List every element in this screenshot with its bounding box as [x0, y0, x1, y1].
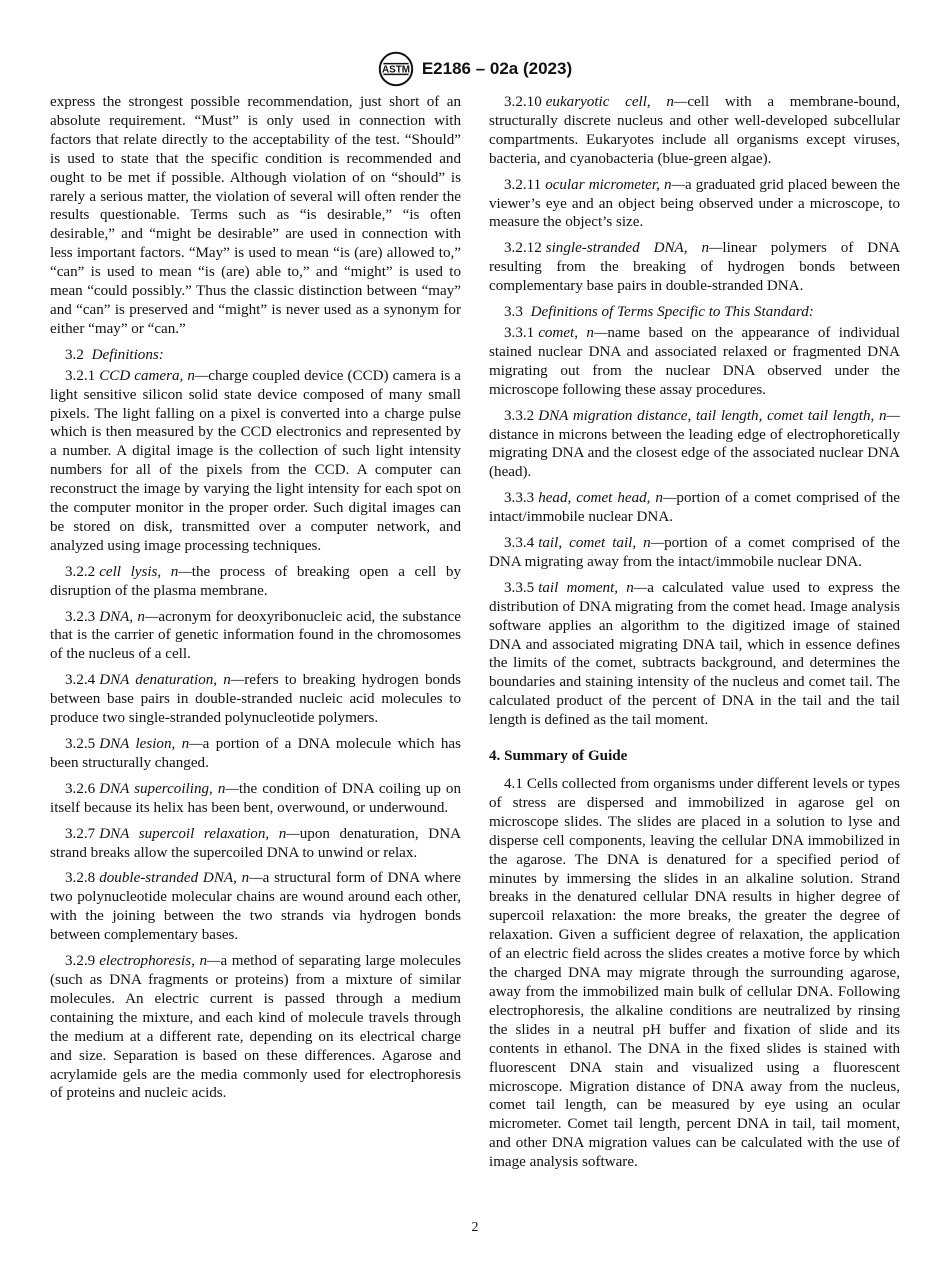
- document-header: [0, 50, 950, 88]
- definition-term: cell lysis, n—: [99, 563, 192, 580]
- definition-text: acronym for deoxyribonucleic acid, the substance that is the carrier of genetic information found in the chromosomes of the nucleus of a cell.: [50, 608, 462, 663]
- definition-term: tail moment, n—: [538, 579, 648, 596]
- section-4-heading: 4. Summary of Guide: [489, 748, 628, 765]
- paragraph-text: Cells collected from organisms under different levels or types of stress are dispersed and immobilized in agarose gel on microscope slides. The slides are placed in a solution to lyse and disperse cell components, leaving the cellular DNA immobilized in the agarose. The DNA is denatured for a specified period of minutes by immersing the slides in an alkaline solution. Strand breaks in the denatured cellular DNA results in higher degree of supercoil relaxation: the more breaks, the greater the degree of relaxation. Given a sufficient degree of relaxation, the application of an electric field across the slides creates a motive force by which the charged DNA may migrate through the surrounding agarose, away from the immobilized main bulk of cellular DNA. Following electrophoresis, the alkaline conditions are neutralized by rinsing the slides in a neutral pH buffer and fixation of slide and its contents in ethanol. The DNA in the fixed slides is stained with fluorescent DNA stain and visualized using a fluorescent microscope. Migration distance of DNA away from the nucleus, comet tail length, can be measured by eye using an ocular micrometer. Comet tail length, percent DNA in tail, tail moment, and other DNA migration values can be calculated with the use of image analysis software.: [489, 776, 900, 1171]
- page-number: 2: [471, 1220, 479, 1235]
- definition-term: DNA supercoil relaxation, n—: [99, 825, 300, 842]
- definition-number: 3.2.12: [504, 240, 542, 257]
- definition-number: 3.2.4: [65, 672, 96, 689]
- definition-number: 3.3.5: [504, 579, 535, 596]
- definition-number: 3.3.1: [504, 324, 535, 341]
- definition-number: 3.3.2: [504, 407, 535, 424]
- intro-paragraph: express the strongest possible recommendation, just short of an absolute requirement. “Must” is only used in connection with factors that relate directly to the acceptability of the test. “Should” is used to state that the specific condition is recommended and ought to be met if possible. Although violation of on “should” is rarely a serious matter, the violation of several will often render the results questionable. Terms such as “is desirable,” “is often desirable,” and “might be desirable” are used in connection with less important factors. “May” is used to mean “is (are) allowed to,” “can” is used to mean “is (are) able to,” and “might” is used to mean “could possibly.” Thus the classic distinction between “may” and “can” is preserved and “might” is never used as a synonym for either “may” or “can.”: [50, 94, 461, 337]
- section-3-3-heading: [489, 303, 900, 322]
- definition-text: cell with a membrane-bound, structurally discrete nucleus and other well-developed subcellular compartments. Eukaryotes include all organisms except viruses, bacteria, and cyanobacteria (blue-green algae).: [489, 94, 900, 167]
- definition-3-2-4: [50, 671, 461, 728]
- definition-number: 3.2.2: [65, 563, 96, 580]
- definition-term: head, comet head, n—: [538, 490, 677, 507]
- definition-number: 3.2.3: [65, 608, 96, 625]
- definition-text: charge coupled device (CCD) camera is a light sensitive silicon solid state device composed of many small pixels. The light falling on a pixel is converted into a charge pulse which is then measured by the CCD electronics and represented by a number. A digital image is the collection of such light intensity numbers for all of the pixels from the CCD. A computer can reconstruct the image by varying the light intensity for each spot on the computer monitor in the proper order. Such digital images can be stored on disk, transmitted over a computer network, and analyzed using image processing techniques.: [50, 367, 462, 554]
- definition-text: name based on the appearance of individual stained nuclear DNA and associated relaxed or fragmented DNA migrating out from the nuclear DNA observed under the microscope following these assay procedures.: [489, 324, 900, 398]
- definition-text: the process of breaking open a cell by disruption of the plasma membrane.: [50, 563, 461, 599]
- standard-designation: E2186 – 02a (2023): [421, 58, 573, 78]
- definition-number: 3.2.11: [504, 176, 542, 193]
- paragraph-4-1: [489, 775, 900, 1172]
- definition-term: electrophoresis, n—: [99, 953, 221, 970]
- logo-text: ASTM: [381, 64, 410, 76]
- definition-3-2-12: [489, 239, 900, 296]
- definition-text: the condition of DNA coiling up on itself because its helix has been bent, overwound, or underwound.: [50, 780, 461, 816]
- definition-text: portion of a comet comprised of the DNA migrating away from the intact/immobile nuclear DNA.: [489, 535, 900, 570]
- astm-logo-icon: [378, 51, 414, 87]
- definition-3-2-6: [50, 780, 461, 818]
- definition-3-3-5: [489, 579, 900, 730]
- definition-number: 3.2.10: [504, 94, 542, 110]
- definition-3-2-10: [489, 93, 900, 169]
- definition-text: portion of a comet comprised of the intact/immobile nuclear DNA.: [489, 490, 900, 526]
- definition-term: DNA migration distance, tail length, comet tail length, n—: [538, 407, 900, 424]
- section-3-2-heading: [50, 346, 461, 365]
- definition-3-2-8: [50, 869, 461, 945]
- right-column: [489, 93, 900, 1179]
- definition-text: a method of separating large molecules (such as DNA fragments or proteins) from a mixture of similar molecules. An electric current is passed through a medium containing the mixture, and each kind of molecule travels through the medium at a different rate, depending on its electrical charge and size. Separation is based on these differences. Agarose and acrylamide gels are the media commonly used for electrophoresis of proteins and nucleic acids.: [50, 953, 461, 1102]
- definition-3-2-11: [489, 176, 900, 233]
- definition-number: 3.2.5: [65, 736, 96, 752]
- definition-number: 3.2.6: [65, 780, 96, 797]
- definition-text: linear polymers of DNA resulting from the breaking of hydrogen bonds between complementary base pairs in double-stranded DNA.: [489, 240, 900, 295]
- definition-text: a portion of a DNA molecule which has been structurally changed.: [50, 736, 461, 771]
- definition-3-3-1: [489, 324, 900, 400]
- definition-number: 3.2.8: [65, 870, 96, 887]
- definition-term: DNA supercoiling, n—: [99, 780, 239, 797]
- section-number: 3.3: [504, 304, 523, 321]
- definition-text: upon denaturation, DNA strand breaks allow the supercoiled DNA to unwind or relax.: [50, 825, 461, 861]
- definition-3-3-3: [489, 489, 900, 527]
- definition-3-2-5: [50, 735, 461, 773]
- section-number: 3.2: [65, 346, 84, 363]
- definition-text: a calculated value used to express the distribution of DNA migrating from the comet head. Image analysis software applies an algorithm to the digitized image of stained DNA and associated migrating DNA tail, which in essence defines the limits of the comet, subtracts background, and determines the boundaries and staining intensity of the nucleus and comet tail. The calculated product of the percent of DNA in the tail and the tail length is defined as the tail moment.: [489, 579, 901, 729]
- left-column: [50, 93, 461, 1110]
- section-title: Definitions:: [91, 346, 164, 363]
- definition-term: DNA lesion, n—: [99, 736, 203, 752]
- definition-3-2-1: [50, 367, 461, 556]
- definition-number: 3.3.4: [504, 535, 535, 552]
- definition-number: 3.2.7: [65, 825, 96, 842]
- definition-3-2-3: [50, 608, 461, 665]
- definition-number: 3.2.9: [65, 953, 96, 970]
- definition-term: DNA denaturation, n—: [99, 672, 245, 689]
- definition-text: distance in microns between the leading edge of electrophoretically migrating DNA and the closest edge of the associated nuclear DNA (head).: [489, 426, 900, 481]
- definition-term: tail, comet tail, n—: [538, 535, 665, 552]
- paragraph-number: 4.1: [504, 776, 523, 792]
- definition-term: CCD camera, n—: [99, 367, 209, 384]
- definition-text: a structural form of DNA where two polynucleotide molecular chains are wound around each other, with the joining between the two strands via hydrogen bonds between complementary bases.: [50, 870, 461, 944]
- definition-3-2-9: [50, 952, 461, 1103]
- definition-term: single-stranded DNA, n—: [545, 240, 723, 257]
- definition-number: 3.3.3: [504, 490, 535, 507]
- definition-3-2-7: [50, 825, 461, 863]
- definition-number: 3.2.1: [65, 367, 96, 384]
- definition-3-3-2: [489, 407, 900, 483]
- definition-term: ocular micrometer, n—: [545, 176, 685, 193]
- definition-term: DNA, n—: [99, 608, 159, 625]
- definition-3-2-2: [50, 563, 461, 601]
- definition-text: a graduated grid placed beween the viewer’s eye and an object being observed under a microscope, to measure the object’s size.: [489, 176, 900, 231]
- definition-term: eukaryotic cell, n—: [545, 94, 688, 110]
- section-title: Definitions of Terms Specific to This Standard:: [530, 304, 814, 321]
- definition-term: double-stranded DNA, n—: [99, 870, 263, 887]
- definition-3-3-4: [489, 534, 900, 572]
- definition-text: refers to breaking hydrogen bonds between base pairs in double-stranded nucleic acid molecules to produce two single-stranded polynucleotide polymers.: [50, 672, 462, 727]
- definition-term: comet, n—: [538, 324, 608, 341]
